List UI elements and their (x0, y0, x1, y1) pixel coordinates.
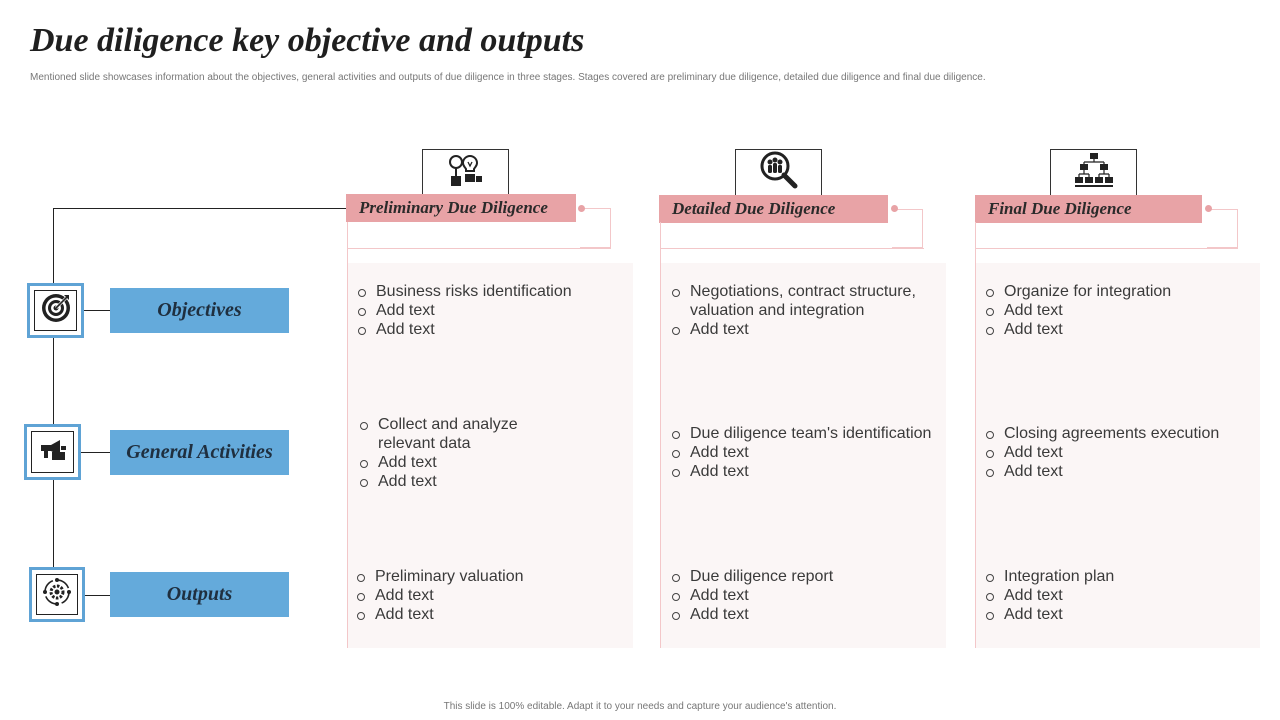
top-connector-line (53, 208, 347, 209)
row-label-general-activities: General Activities (110, 430, 289, 475)
cell-stage2-activities (671, 424, 941, 481)
cell-stage1-activities (359, 415, 559, 491)
panel-top-edge (660, 248, 924, 249)
list-item: Add text (985, 443, 1255, 462)
list-item: Add text (357, 301, 627, 320)
list-item: Due diligence team's identification (671, 424, 941, 443)
page-subtitle: Mentioned slide showcases information about the objectives, general activities and outputs of due diligence in three stages. Stages covered are preliminary due diligence, detailed due diligence and final due diligence. (30, 72, 986, 83)
list-item: Add text (671, 443, 941, 462)
list-item: Preliminary valuation (356, 567, 626, 586)
list-item: Add text (357, 320, 627, 339)
cell-stage3-activities (985, 424, 1255, 481)
stage-bracket (580, 208, 611, 248)
row-label-objectives: Objectives (110, 288, 289, 333)
stage-bracket (1207, 209, 1238, 248)
page-title: Due diligence key objective and outputs (30, 22, 585, 59)
list-item: Business risks identification (357, 282, 627, 301)
list-item: Add text (359, 472, 559, 491)
org-chart-icon (1073, 151, 1115, 194)
list-item: Add text (671, 586, 936, 605)
list-item: Organize for integration (985, 282, 1255, 301)
list-item: Due diligence report (671, 567, 936, 586)
stage-header: Preliminary Due Diligence (346, 194, 576, 222)
stage-dot (891, 205, 898, 212)
row-icon-outputs (29, 567, 85, 622)
row-connector-line (81, 452, 110, 453)
row-connector-line (84, 310, 110, 311)
cell-stage3-outputs (985, 567, 1255, 624)
target-icon (40, 292, 72, 329)
row-connector-line (84, 595, 110, 596)
magnifier-people-icon (759, 150, 799, 195)
list-item: Add text (671, 320, 936, 339)
panel-top-edge (347, 248, 611, 249)
megaphone-icon (38, 437, 68, 468)
list-item: Closing agreements execution (985, 424, 1255, 443)
row-label-outputs: Outputs (110, 572, 289, 617)
list-item: Add text (985, 586, 1255, 605)
list-item: Integration plan (985, 567, 1255, 586)
cell-stage2-objectives (671, 282, 936, 339)
stage-icon-box (735, 149, 822, 195)
cell-stage2-outputs (671, 567, 936, 624)
stage-dot (578, 205, 585, 212)
cell-stage3-objectives (985, 282, 1255, 339)
stage-header: Detailed Due Diligence (659, 195, 888, 223)
list-item: Add text (356, 605, 626, 624)
list-item: Add text (671, 605, 936, 624)
stage-dot (1205, 205, 1212, 212)
row-icon-objectives (27, 283, 84, 338)
stage-icon-box (422, 149, 509, 195)
list-item: Add text (985, 605, 1255, 624)
idea-research-icon (446, 152, 486, 193)
list-item: Add text (985, 462, 1255, 481)
vertical-connector-line (53, 208, 54, 596)
cell-stage1-objectives (357, 282, 627, 339)
stage-header: Final Due Diligence (975, 195, 1202, 223)
gear-cycle-icon (41, 576, 73, 613)
page-footer: This slide is 100% editable. Adapt it to your needs and capture your audience's attention. (443, 701, 837, 712)
list-item: Add text (985, 320, 1255, 339)
stage-icon-box (1050, 149, 1137, 195)
list-item: Add text (356, 586, 626, 605)
list-item: Add text (671, 462, 941, 481)
row-icon-activities (24, 424, 81, 480)
list-item: Negotiations, contract structure, valuation and integration (671, 282, 936, 320)
panel-top-edge (975, 248, 1238, 249)
cell-stage1-outputs (356, 567, 626, 624)
list-item: Add text (359, 453, 559, 472)
list-item: Add text (985, 301, 1255, 320)
list-item: Collect and analyze relevant data (359, 415, 559, 453)
stage-bracket (892, 209, 923, 248)
